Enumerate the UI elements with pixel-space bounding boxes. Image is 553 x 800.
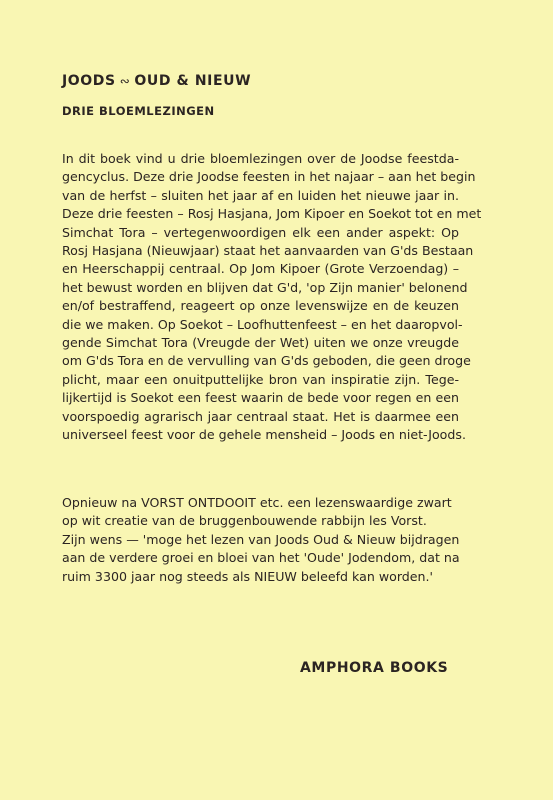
book-title	[62, 73, 251, 89]
text-line: universeel feest voor de gehele mensheid – Joods en niet-Joods.	[62, 427, 466, 443]
text-line: die we maken. Op Soekot – Loofhuttenfeest – en het daaropvol-	[62, 316, 463, 332]
description-paragraph	[62, 150, 482, 445]
text-line: Deze drie feesten – Rosj Hasjana, Jom Kipoer en Soekot tot en met	[62, 206, 482, 222]
title-ornament-icon: ∾	[119, 74, 131, 88]
text-line: Rosj Hasjana (Nieuwjaar) staat het aanvaarden van G'ds Bestaan	[62, 243, 474, 259]
text-line: In dit boek vind u drie bloemlezingen over de Joodse feestda-	[62, 151, 459, 166]
text-line: Zijn wens — 'moge het lezen van Joods Oud & Nieuw bijdragen	[62, 531, 460, 547]
text-line: Opnieuw na VORST ONTDOOIT etc. een lezenswaardige zwart	[62, 495, 452, 510]
text-line: op wit creatie van de bruggenbouwende rabbijn les Vorst.	[62, 513, 427, 529]
text-line: lijkertijd is Soekot een feest waarin de bede voor regen en een	[62, 390, 459, 406]
text-line: en/of bestraffend, reageert op onze levenswijze en de keuzen	[62, 298, 459, 314]
text-line: het bewust worden en blijven dat G'd, 'op Zijn manier' belonend	[62, 279, 468, 295]
text-line: van de herfst – sluiten het jaar af en luiden het nieuwe jaar in.	[62, 187, 459, 203]
title-joods: JOODS	[62, 73, 116, 89]
text-line: gencyclus. Deze drie Joodse feesten in het najaar – aan het begin	[62, 169, 476, 185]
text-line: en Heerschappij centraal. Op Jom Kipoer (Grote Verzoendag) –	[62, 261, 459, 277]
author-paragraph	[62, 494, 459, 586]
text-line: Simchat Tora – vertegenwoordigen elk een ander aspekt: Op	[62, 224, 459, 240]
text-line: aan de verdere groei en bloei van het 'Oude' Jodendom, dat na	[62, 550, 460, 566]
book-subtitle: DRIE BLOEMLEZINGEN	[62, 104, 215, 118]
publisher-name: AMPHORA BOOKS	[300, 660, 449, 676]
text-line: voorspoedig agrarisch jaar centraal staat. Het is daarmee een	[62, 408, 459, 424]
title-oud-nieuw: OUD & NIEUW	[134, 73, 252, 89]
text-line: om G'ds Tora en de vervulling van G'ds geboden, die geen droge	[62, 353, 471, 369]
text-line: gende Simchat Tora (Vreugde der Wet) uiten we onze vreugde	[62, 335, 459, 351]
text-line: ruim 3300 jaar nog steeds als NIEUW beleefd kan worden.'	[62, 568, 433, 584]
text-line: plicht, maar een onuitputtelijke bron van inspiratie zijn. Tege-	[62, 371, 459, 387]
